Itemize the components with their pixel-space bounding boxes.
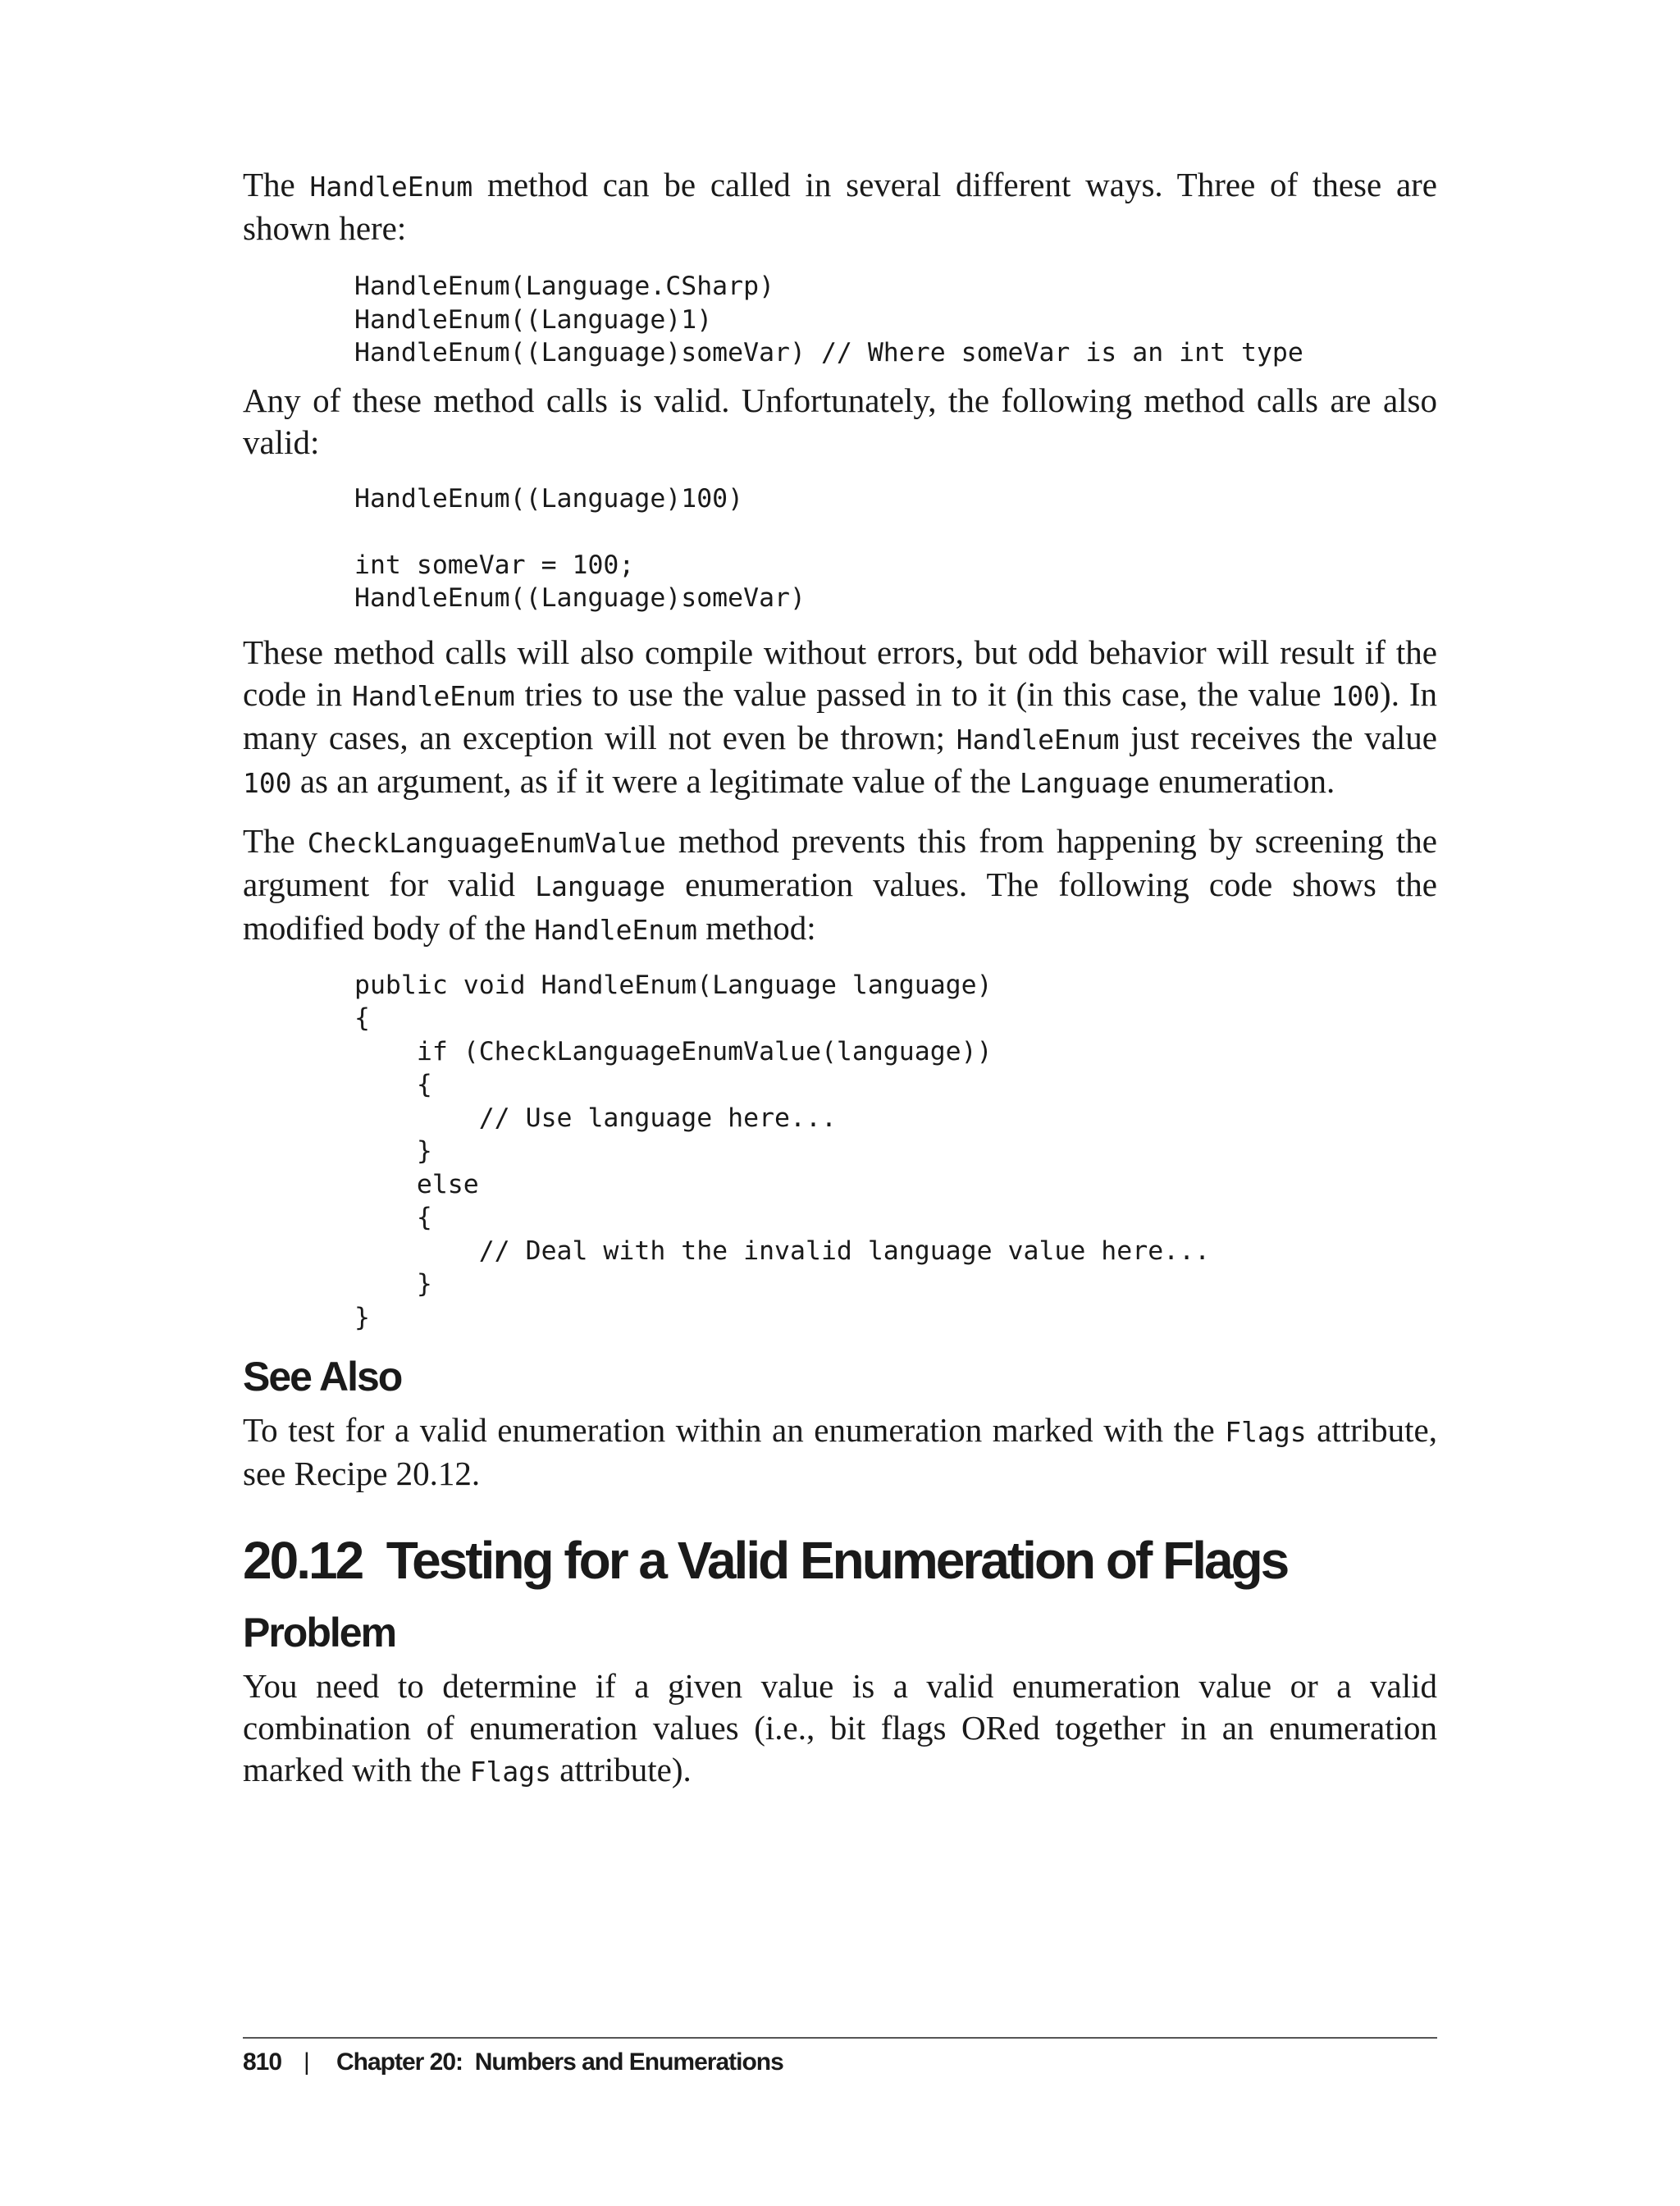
text: attribute). bbox=[551, 1751, 692, 1788]
footer-separator: | bbox=[304, 2048, 309, 2076]
section-title: 20.12 Testing for a Valid Enumeration of Flags bbox=[243, 1531, 1288, 1590]
check-method-paragraph bbox=[243, 820, 1437, 951]
inline-code: HandleEnum bbox=[309, 171, 473, 203]
intro-paragraph bbox=[243, 164, 1437, 249]
text: as an argument, as if it were a legitimate value of the bbox=[291, 761, 1020, 800]
text: just receives the value bbox=[1119, 718, 1438, 756]
text: You need to determine if a given value is a valid enumeration value or a valid combination of enumeration values (i.e., bit flags ORed together in an enumeration marked with the bbox=[243, 1667, 1437, 1788]
inline-code: HandleEnum bbox=[534, 913, 697, 946]
text: method prevents this from happening by screening the argument for valid bbox=[243, 821, 1438, 903]
page-number: 810 bbox=[243, 2048, 282, 2076]
code-block-calls: HandleEnum(Language.CSharp) HandleEnum((Language)1) HandleEnum((Language)someVar) // Where someVar is an int type bbox=[354, 272, 1303, 368]
text: enumeration values. The following code shows the modified body of the bbox=[243, 865, 1437, 947]
inline-code: HandleEnum bbox=[956, 723, 1120, 756]
valid-paragraph: Any of these method calls is valid. Unfortunately, the following method calls are also valid: bbox=[243, 381, 1437, 461]
inline-code: CheckLanguageEnumValue bbox=[307, 826, 666, 859]
text: To test for a valid enumeration within an enumeration marked with the bbox=[243, 1411, 1226, 1449]
inline-code: HandleEnum bbox=[352, 679, 515, 712]
text: method can be called in several different ways. Three of these are shown here: bbox=[243, 166, 1438, 247]
text: The bbox=[243, 821, 308, 860]
page-content bbox=[243, 164, 1437, 1793]
behavior-paragraph bbox=[243, 632, 1437, 804]
text: method: bbox=[696, 908, 816, 947]
problem-heading: Problem bbox=[243, 1610, 396, 1656]
page-footer bbox=[243, 2037, 1437, 2076]
inline-code: Language bbox=[535, 870, 666, 902]
text: These method calls will also compile without errors, but odd behavior will result if the code in bbox=[243, 633, 1437, 713]
text: enumeration. bbox=[1149, 761, 1335, 800]
code-block-handle-enum: public void HandleEnum(Language language) { if (CheckLanguageEnumValue(language)) { // Use language here... } else { // Deal with the invalid language value here... } } bbox=[354, 970, 1211, 1332]
text: ). In many cases, an exception will not even be thrown; bbox=[243, 674, 1437, 756]
see-also-paragraph bbox=[243, 1409, 1437, 1495]
inline-code: Flags bbox=[1225, 1416, 1307, 1448]
inline-code: Flags bbox=[469, 1756, 552, 1788]
code-block-invalid-calls: HandleEnum((Language)100) int someVar = 100; HandleEnum((Language)someVar) bbox=[354, 483, 806, 613]
inline-code: Language bbox=[1019, 766, 1150, 799]
text: The bbox=[243, 166, 310, 203]
inline-code: 100 bbox=[1331, 679, 1381, 712]
text: tries to use the value passed in to it (in this case, the value bbox=[514, 674, 1331, 713]
inline-code: 100 bbox=[243, 766, 292, 799]
problem-paragraph bbox=[243, 1665, 1437, 1793]
text: attribute, see Recipe 20.12. bbox=[243, 1411, 1437, 1492]
see-also-heading: See Also bbox=[243, 1354, 402, 1400]
chapter-title: Chapter 20: Numbers and Enumerations bbox=[336, 2048, 783, 2076]
